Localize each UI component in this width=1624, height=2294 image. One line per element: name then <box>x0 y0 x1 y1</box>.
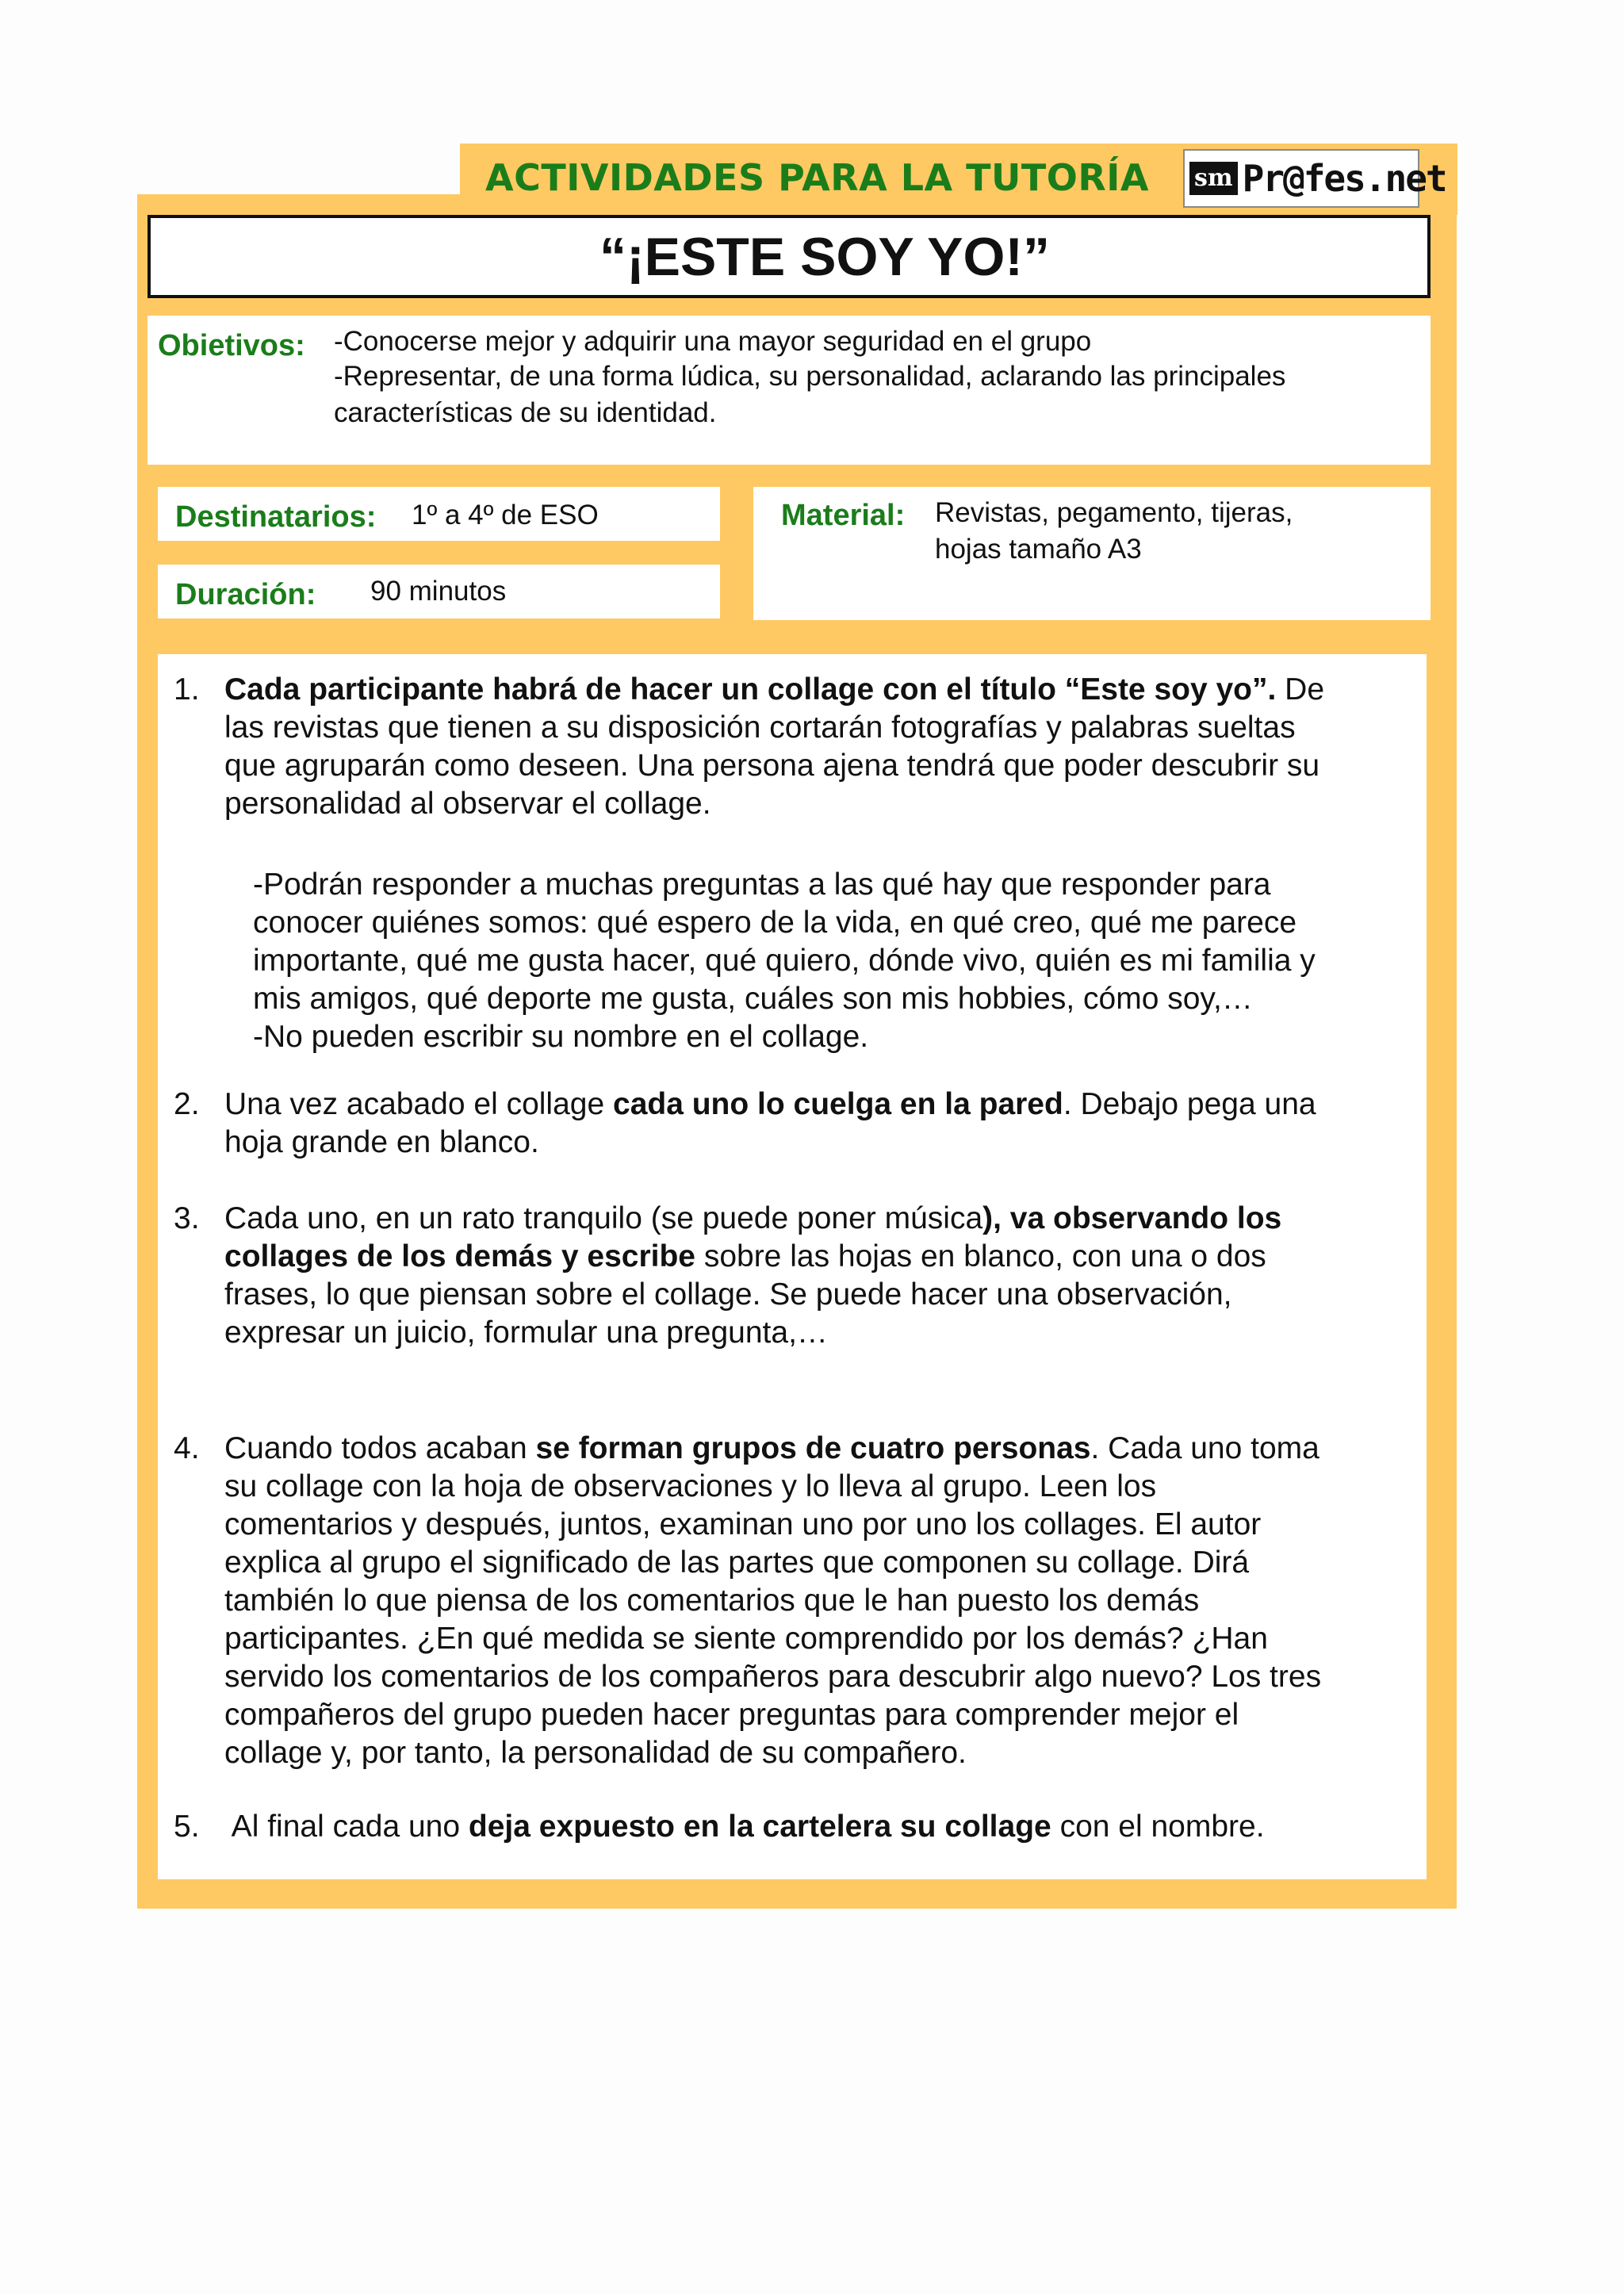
duracion-value: 90 minutos <box>370 576 507 607</box>
step-1-sub <box>253 866 1316 1056</box>
duracion-label: Duración: <box>175 578 316 611</box>
section-title: ACTIVIDADES PARA LA TUTORÍA <box>485 156 1150 199</box>
sub-line: mis amigos, qué deporte me gusta, cuáles son mis hobbies, cómo soy,… <box>253 982 1253 1016</box>
destinatarios-label: Destinatarios: <box>175 500 377 534</box>
step-number: 2. <box>174 1087 200 1121</box>
sub-line: -No pueden escribir su nombre en el collage. <box>253 1020 869 1054</box>
step-number: 3. <box>174 1201 200 1235</box>
destinatarios-value: 1º a 4º de ESO <box>412 500 599 530</box>
profes-logo <box>1183 149 1446 208</box>
step-number: 1. <box>174 672 200 707</box>
sub-line: importante, qué me gusta hacer, qué quiero, dónde vivo, quién es mi familia y <box>253 944 1316 978</box>
step-1-line: que agruparán como deseen. Una persona ajena tendrá que poder descubrir su <box>224 749 1320 783</box>
step-number: 4. <box>174 1431 200 1465</box>
objetivos-label: Obietivos: <box>158 329 305 362</box>
material-line-1: Revistas, pegamento, tijeras, <box>935 497 1293 528</box>
step-1-line: las revistas que tienen a su disposición cortarán fotografías y palabras sueltas <box>224 710 1296 745</box>
step-number: 5. <box>174 1810 200 1844</box>
sub-line: -Podrán responder a muchas preguntas a las qué hay que responder para <box>253 867 1271 902</box>
activity-title: “¡ESTE SOY YO!” <box>599 226 1051 287</box>
logo-text: Pr@fes.net <box>1242 157 1446 200</box>
sm-logo-mark: sm <box>1189 162 1238 195</box>
step-1-line: personalidad al observar el collage. <box>224 787 711 821</box>
material-label: Material: <box>781 499 906 532</box>
objetivos-line-1: -Conocerse mejor y adquirir una mayor seguridad en el grupo <box>334 326 1092 357</box>
activity-title-box <box>147 215 1431 298</box>
objetivos-line-3: características de su identidad. <box>334 397 717 428</box>
material-line-2: hojas tamaño A3 <box>935 534 1142 565</box>
objetivos-line-2: -Representar, de una forma lúdica, su personalidad, aclarando las principales <box>334 361 1286 392</box>
step-1-bold: Cada participante habrá de hacer un collage con el título “Este soy yo”. <box>224 672 1277 707</box>
sub-line: conocer quiénes somos: qué espero de la vida, en qué creo, qué me parece <box>253 906 1297 940</box>
